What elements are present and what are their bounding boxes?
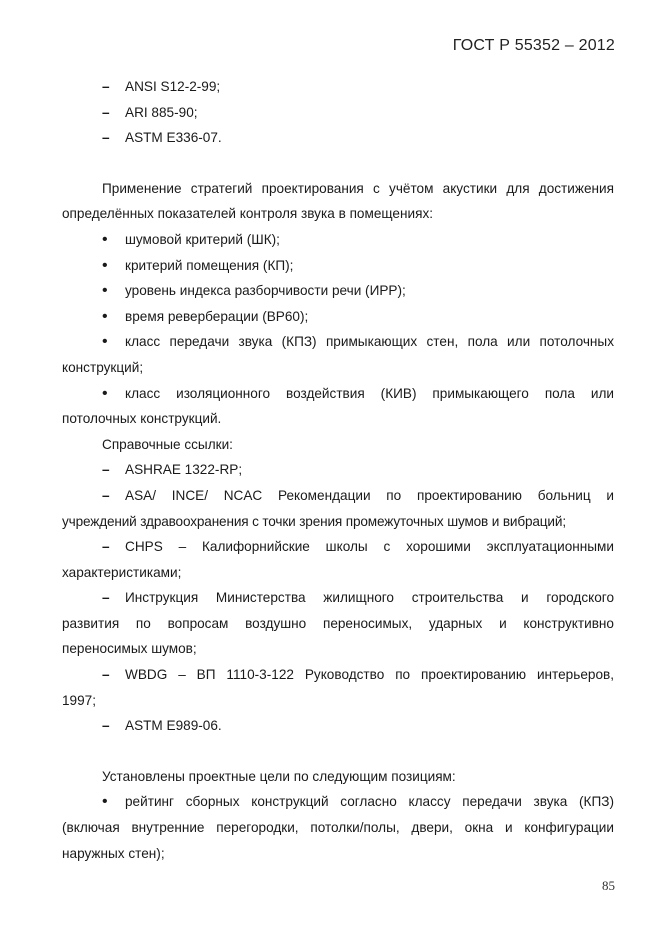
dash-marker: –: [102, 104, 110, 120]
bullet-item: [62, 227, 614, 253]
reference-text: Инструкция Министерства жилищного строительства и городского: [125, 590, 614, 606]
bullet-marker: •: [102, 793, 108, 811]
reference-item: [62, 662, 614, 688]
bullet-item: [62, 304, 614, 330]
list-item-text: ANSI S12-2-99;: [125, 79, 221, 94]
bullet-item-continuation: конструкций;: [62, 359, 144, 375]
bullet-item-continuation: наружных стен);: [62, 845, 165, 861]
reference-text: CHPS – Калифорнийские школы с хорошими эксплуатационными: [125, 539, 614, 555]
bullet-item: [62, 278, 614, 304]
bullet-item: [62, 329, 614, 355]
reference-text: ASA/ INCE/ NCAC Рекомендации по проектированию больниц и: [125, 487, 614, 503]
dash-marker: –: [102, 667, 110, 683]
dash-marker: –: [102, 79, 110, 94]
paragraph-line: Установлены проектные цели по следующим позициям:: [102, 768, 456, 784]
bullet-marker: •: [102, 307, 108, 325]
reference-item: [62, 534, 614, 560]
page-body: [62, 74, 614, 866]
references-heading: Справочные ссылки:: [102, 436, 233, 452]
spacer: [62, 739, 614, 764]
list-item-text: ARI 885-90;: [125, 104, 198, 120]
list-item: [62, 125, 614, 151]
list-item: [62, 74, 614, 100]
bullet-item-continuation: (включая внутренние перегородки, потолки/полы, двери, окна и конфигурации: [62, 820, 614, 836]
reference-item: [62, 585, 614, 611]
reference-continuation: развития по вопросам воздушно переносимых, ударных и конструктивно: [62, 615, 614, 631]
reference-item: [62, 483, 614, 509]
dash-marker: –: [102, 130, 110, 146]
page-number: 85: [602, 878, 615, 893]
paragraph-line: определённых показателей контроля звука в помещениях:: [62, 206, 434, 222]
reference-continuation: переносимых шумов;: [62, 641, 197, 657]
bullet-item: [62, 789, 614, 815]
dash-marker: –: [102, 487, 110, 503]
reference-text: ASHRAE 1322-RP;: [125, 462, 243, 478]
reference-item: [62, 457, 614, 483]
reference-continuation: характеристиками;: [62, 564, 182, 580]
bullet-marker: •: [102, 282, 108, 300]
reference-text: WBDG – ВП 1110-3-122 Руководство по проектированию интерьеров,: [125, 667, 614, 683]
bullet-marker: •: [102, 333, 108, 351]
bullet-item: [62, 253, 614, 279]
reference-continuation: 1997;: [62, 692, 97, 708]
bullet-marker: •: [102, 256, 108, 274]
bullet-item-text: класс изоляционного воздействия (КИВ) примыкающего пола или: [125, 385, 614, 401]
dash-marker: –: [102, 590, 110, 606]
bullet-item-continuation: потолочных конструкций.: [62, 411, 222, 427]
dash-marker: –: [102, 462, 110, 478]
list-item: [62, 100, 614, 126]
reference-text: ASTM E989-06.: [125, 718, 222, 734]
spacer: [62, 151, 614, 176]
bullet-item-text: уровень индекса разборчивости речи (ИРР);: [125, 283, 406, 299]
bullet-item-text: класс передачи звука (КПЗ) примыкающих стен, пола или потолочных: [125, 334, 614, 350]
bullet-item-text: рейтинг сборных конструкций согласно классу передачи звука (КПЗ): [125, 794, 614, 810]
dash-marker: –: [102, 539, 110, 555]
list-item-text: ASTM E336-07.: [125, 130, 222, 146]
bullet-item-text: критерий помещения (КП);: [125, 257, 294, 273]
bullet-marker: •: [102, 384, 108, 402]
bullet-marker: •: [102, 230, 108, 248]
bullet-item-text: время реверберации (ВР60);: [125, 308, 309, 324]
reference-continuation: учреждений здравоохранения с точки зрения промежуточных шумов и вибраций;: [62, 513, 566, 529]
dash-marker: –: [102, 718, 110, 734]
reference-item: [62, 713, 614, 739]
document-code-header: ГОСТ Р 55352 – 2012: [452, 37, 615, 54]
paragraph-line: Применение стратегий проектирования с учётом акустики для достижения: [102, 180, 614, 196]
bullet-item: [62, 381, 614, 407]
bullet-item-text: шумовой критерий (ШК);: [125, 231, 280, 247]
